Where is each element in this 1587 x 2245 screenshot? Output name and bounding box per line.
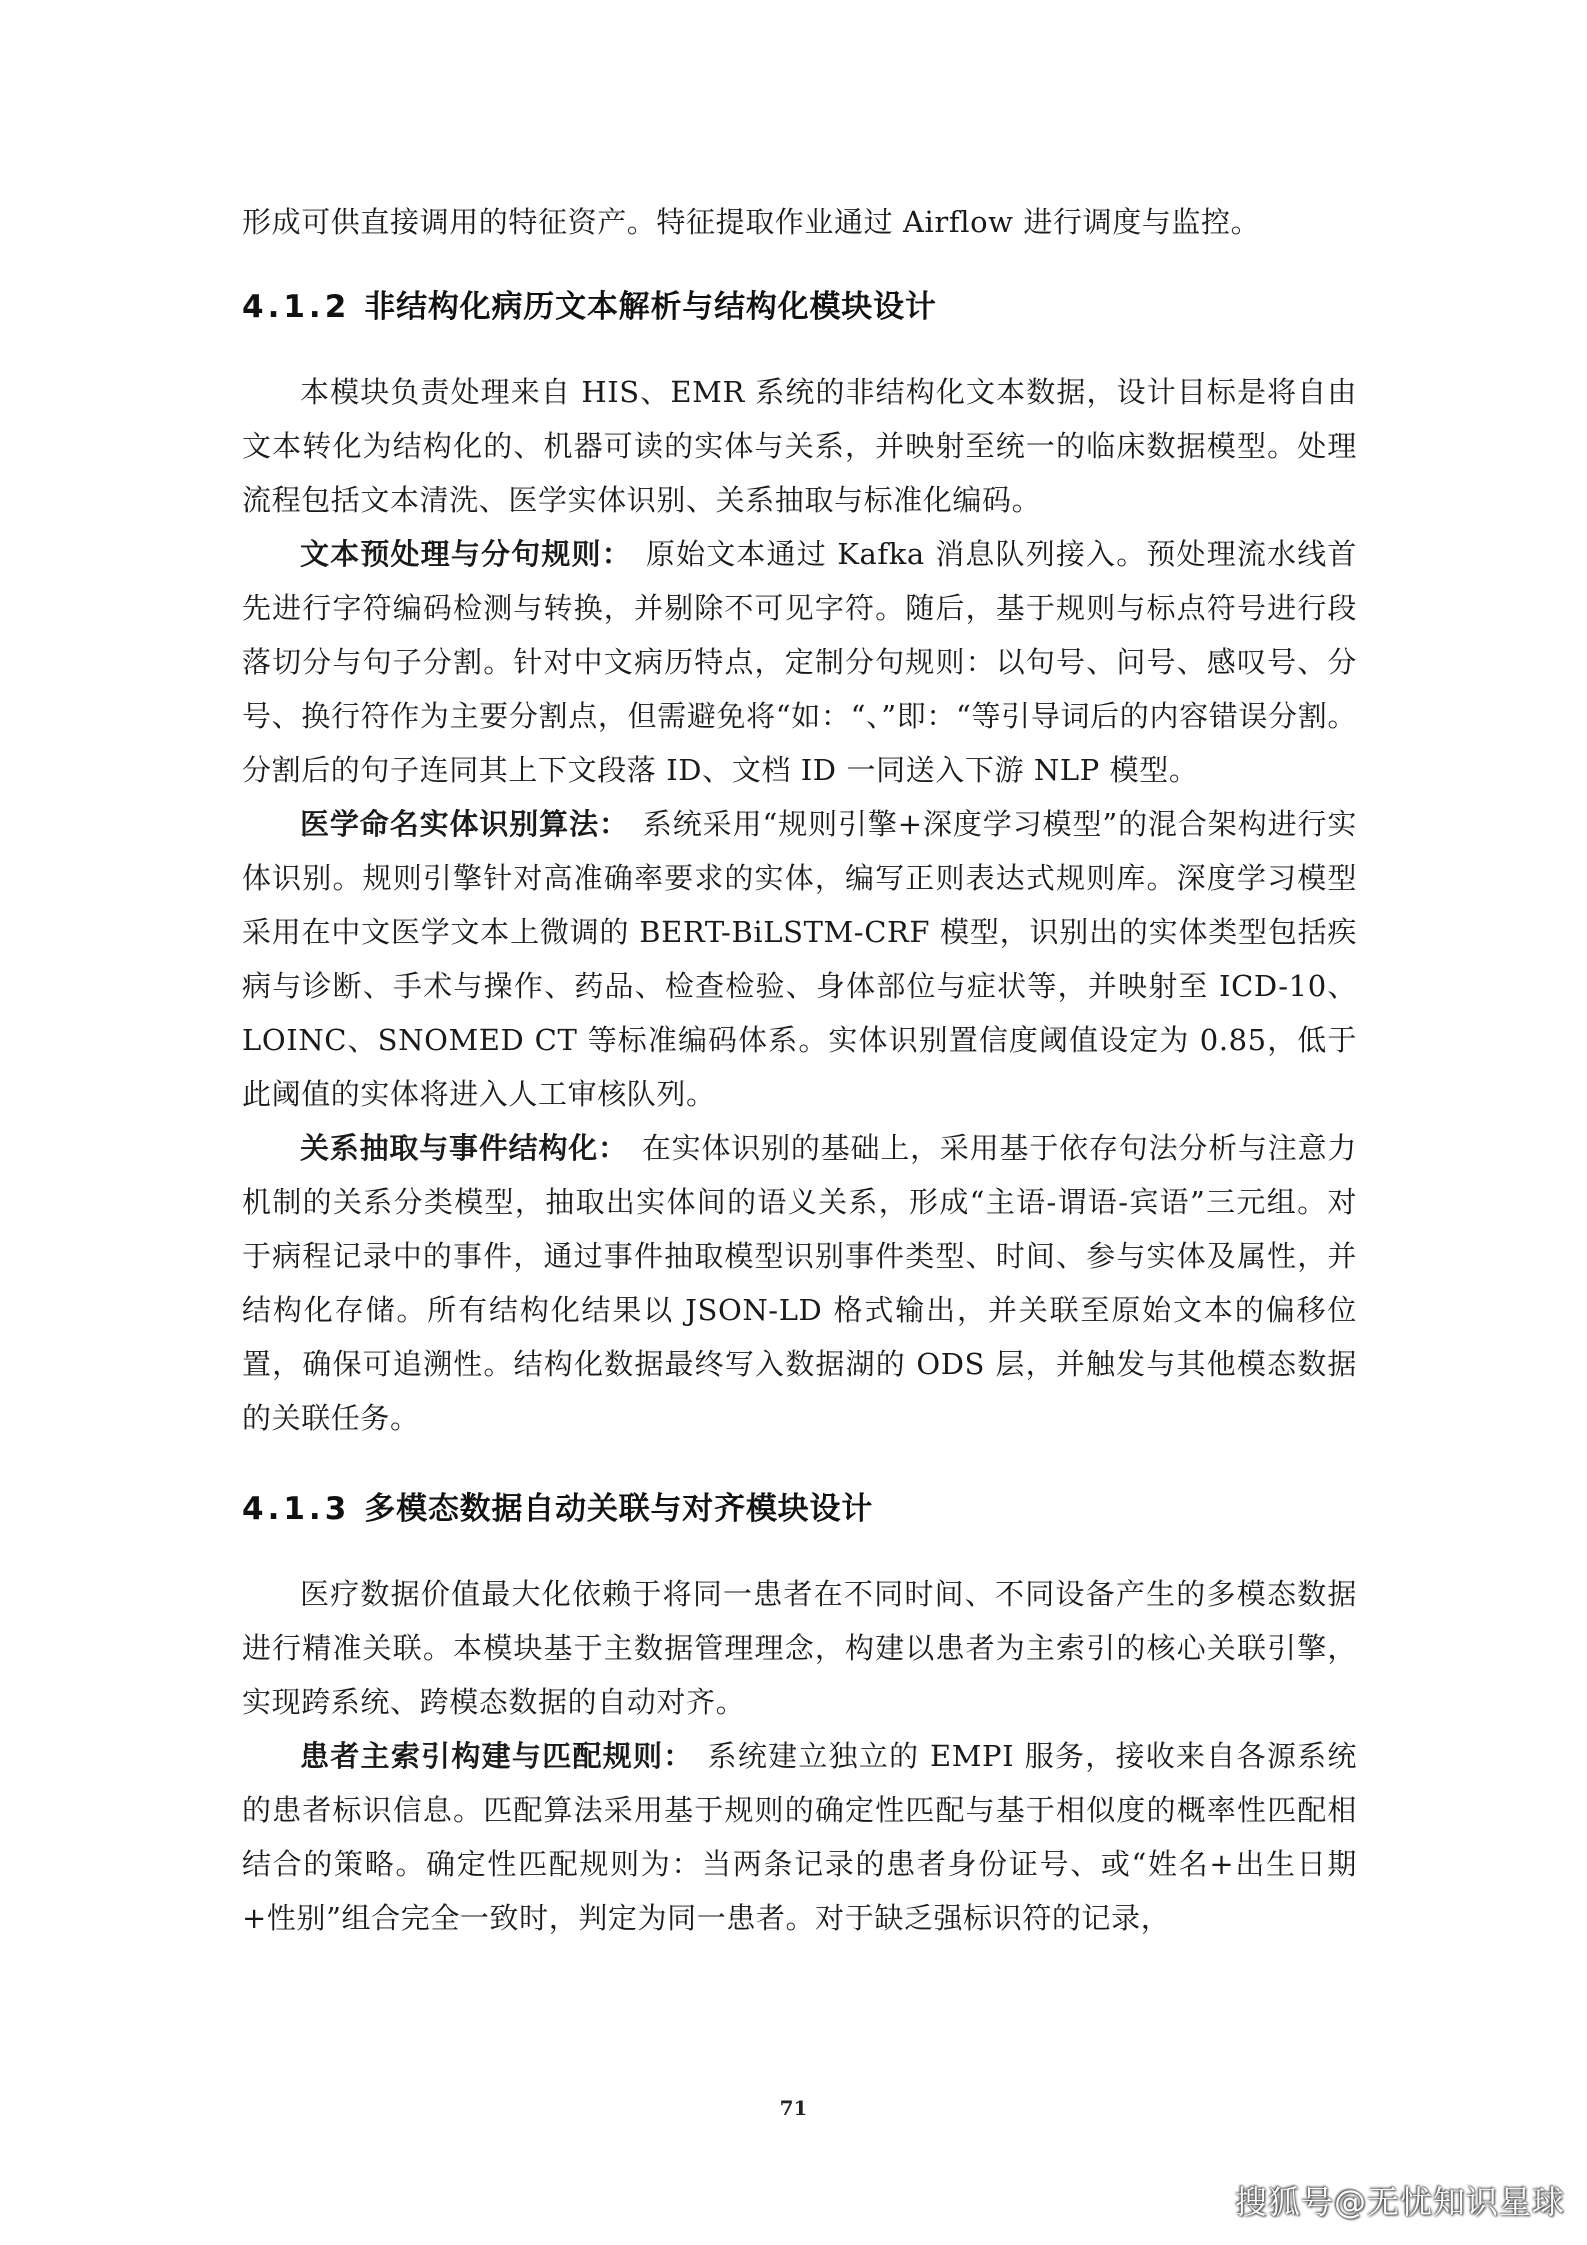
source-watermark: 搜狐号@无忧知识星球 bbox=[1234, 2183, 1565, 2221]
page-content bbox=[242, 195, 1357, 1945]
paragraph-body: 系统采用“规则引擎+深度学习模型”的混合架构进行实体识别。规则引擎针对高准确率要求的实体，编写正则表达式规则库。深度学习模型采用在中文医学文本上微调的 BERT-BiLSTM-CRF 模型，识别出的实体类型包括疾病与诊断、手术与操作、药品、检查检验、身体部位与症状等，并映射至 ICD-10、LOINC、SNOMED CT 等标准编码体系。实体识别置信度阈值设定为 0.85，低于此阈值的实体将进入人工审核队列。 bbox=[242, 807, 1357, 1111]
section-4-1-3-paragraph-1: 医疗数据价值最大化依赖于将同一患者在不同时间、不同设备产生的多模态数据进行精准关联。本模块基于主数据管理理念，构建以患者为主索引的核心关联引擎，实现跨系统、跨模态数据的自动对齐。 bbox=[242, 1577, 1357, 1719]
section-title: 多模态数据自动关联与对齐模块设计 bbox=[364, 1491, 874, 1527]
page-number: 71 bbox=[779, 2096, 808, 2120]
section-number: 4.1.2 bbox=[242, 289, 351, 325]
paragraph-body: 系统建立独立的 EMPI 服务，接收来自各源系统的患者标识信息。匹配算法采用基于规则的确定性匹配与基于相似度的概率性匹配相结合的策略。确定性匹配规则为：当两条记录的患者身份证号、或“姓名+出生日期+性别”组合完全一致时，判定为同一患者。对于缺乏强标识符的记录， bbox=[242, 1739, 1357, 1935]
section-4-1-2-paragraph-1: 本模块负责处理来自 HIS、EMR 系统的非结构化文本数据，设计目标是将自由文本转化为结构化的、机器可读的实体与关系，并映射至统一的临床数据模型。处理流程包括文本清洗、医学实体识别、关系抽取与标准化编码。 bbox=[242, 375, 1357, 517]
section-heading-4-1-2 bbox=[242, 277, 1357, 337]
section-number: 4.1.3 bbox=[242, 1491, 351, 1527]
section-heading-4-1-3 bbox=[242, 1479, 1357, 1539]
section-4-1-2-paragraph-3 bbox=[242, 797, 1357, 1121]
intro-paragraph: 形成可供直接调用的特征资产。特征提取作业通过 Airflow 进行调度与监控。 bbox=[242, 205, 1261, 239]
paragraph-lead-heading: 患者主索引构建与匹配规则： bbox=[300, 1739, 694, 1773]
section-4-1-2-paragraph-2 bbox=[242, 527, 1357, 797]
paragraph-lead-heading: 关系抽取与事件结构化： bbox=[300, 1131, 628, 1165]
paragraph-lead-heading: 文本预处理与分句规则： bbox=[300, 537, 632, 571]
section-4-1-3-paragraph-2 bbox=[242, 1729, 1357, 1945]
paragraph-lead-heading: 医学命名实体识别算法： bbox=[300, 807, 629, 841]
section-title: 非结构化病历文本解析与结构化模块设计 bbox=[364, 289, 937, 325]
paragraph-body: 原始文本通过 Kafka 消息队列接入。预处理流水线首先进行字符编码检测与转换，并剔除不可见字符。随后，基于规则与标点符号进行段落切分与句子分割。针对中文病历特点，定制分句规则：以句号、问号、感叹号、分号、换行符作为主要分割点，但需避免将“如：“、”即：“等引导词后的内容错误分割。分割后的句子连同其上下文段落 ID、文档 ID 一同送入下游 NLP 模型。 bbox=[242, 537, 1357, 787]
paragraph-body: 在实体识别的基础上，采用基于依存句法分析与注意力机制的关系分类模型，抽取出实体间的语义关系，形成“主语-谓语-宾语”三元组。对于病程记录中的事件，通过事件抽取模型识别事件类型、时间、参与实体及属性，并结构化存储。所有结构化结果以 JSON-LD 格式输出，并关联至原始文本的偏移位置，确保可追溯性。结构化数据最终写入数据湖的 ODS 层，并触发与其他模态数据的关联任务。 bbox=[242, 1131, 1358, 1435]
section-4-1-2-paragraph-4 bbox=[242, 1121, 1357, 1445]
